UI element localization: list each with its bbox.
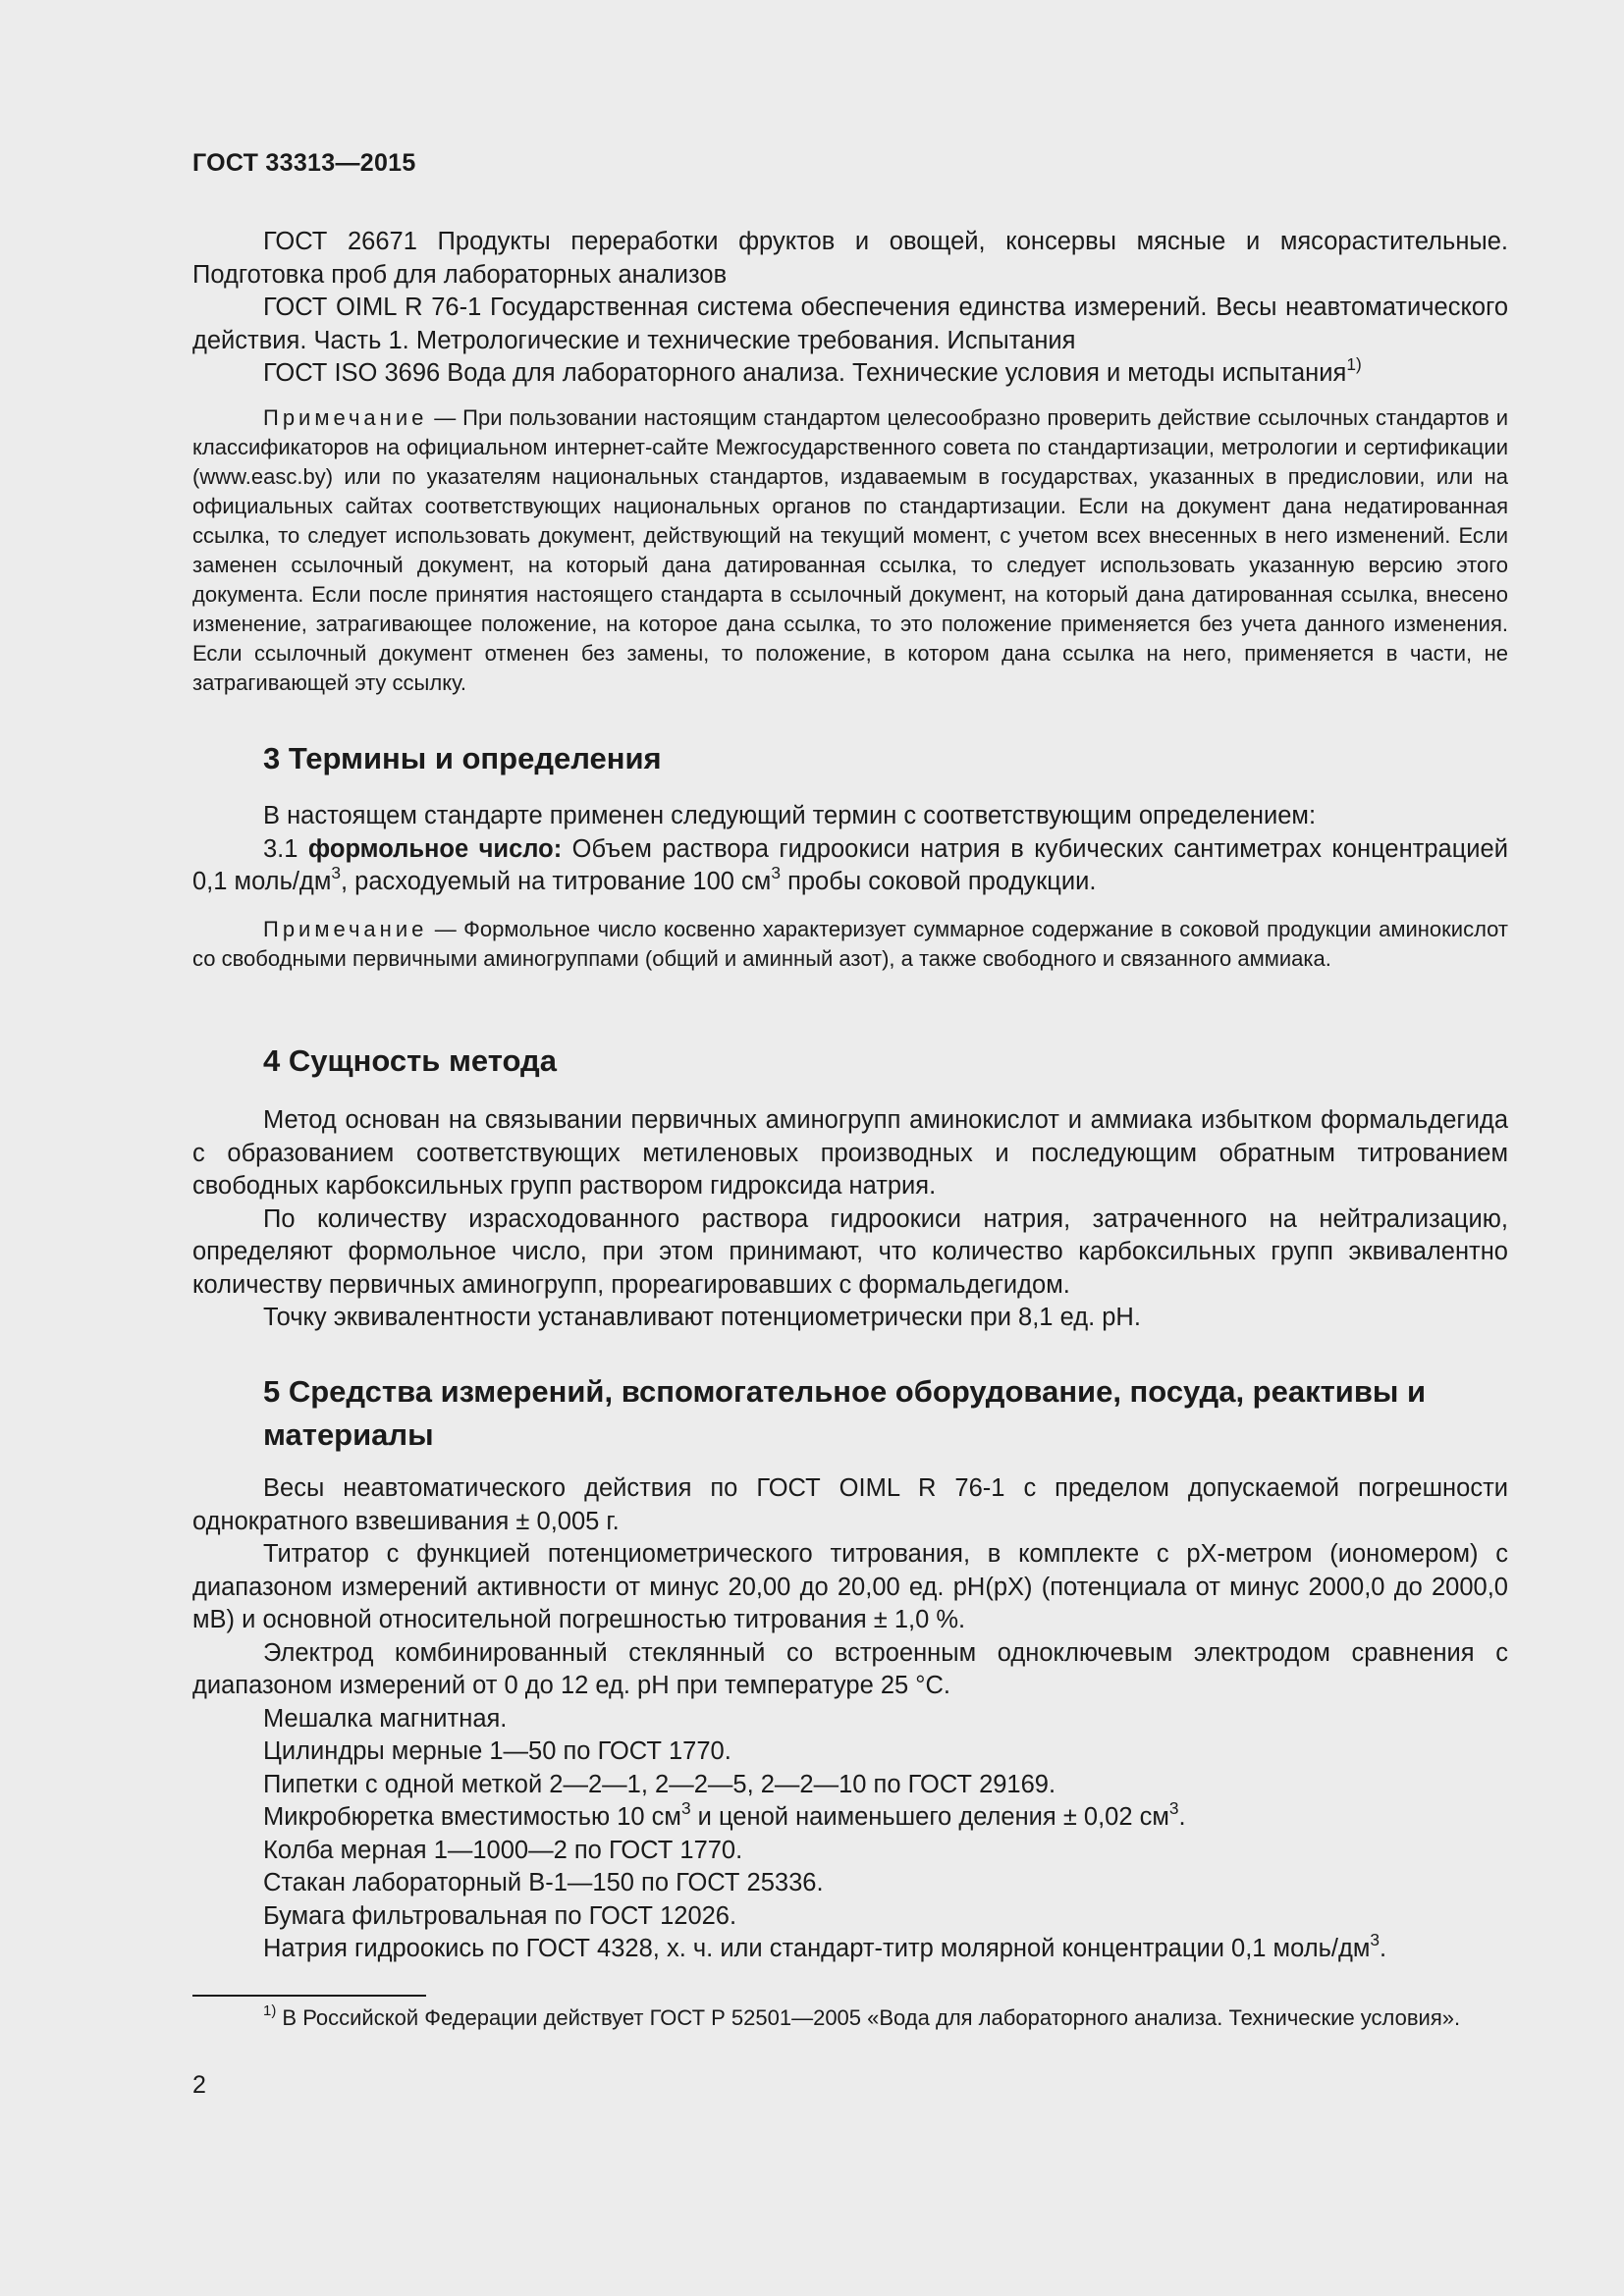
- reference-item: ГОСТ 26671 Продукты переработки фруктов и овощей, консервы мясные и мясорастительные. Подготовка проб для лабораторных анализов: [192, 228, 1508, 289]
- equipment-item: Цилиндры мерные 1—50 по ГОСТ 1770.: [263, 1737, 731, 1765]
- paragraph: По количеству израсходованного раствора гидроокиси натрия, затраченного на нейтрализацию, определяют формольное число, при этом принимают, что количество карбоксильных групп эквивалентно количеству первичных аминогрупп, прореагировавших с формальдегидом.: [192, 1204, 1508, 1299]
- section-5-body: [192, 1472, 1508, 1966]
- footnote-separator: [192, 1995, 426, 1997]
- footnote-mark: 1): [263, 2002, 277, 2020]
- equipment-item: Микробюретка вместимостью 10 $см^3$ и ценой наименьшего деления ± 0,02 $см^3$.: [263, 1797, 1186, 1831]
- footnote-text: В Российской Федерации действует ГОСТ Р 52501—2005 «Вода для лабораторного анализа. Технические условия».: [276, 2005, 1461, 2030]
- section-5: [192, 1370, 1508, 1457]
- section-title: 4 Сущность метода: [263, 1043, 557, 1078]
- section-title: 5 Средства измерений, вспомогательное оборудование, посуда, реактивы и материалы: [263, 1374, 1427, 1452]
- note-label: Примечание: [263, 917, 428, 941]
- references-block: [192, 226, 1508, 391]
- footnote: [192, 2003, 1508, 2033]
- document-header: ГОСТ 33313—2015: [192, 149, 416, 177]
- reference-item: ГОСТ ISO 3696 Вода для лабораторного анализа. Технические условия и методы испытания$^{1)}$: [263, 353, 1362, 387]
- equipment-item: Стакан лабораторный В-1—150 по ГОСТ 25336.: [263, 1869, 824, 1896]
- note-label: Примечание: [263, 405, 428, 430]
- document-page: [192, 0, 1508, 2296]
- note-text: — При пользовании настоящим стандартом целесообразно проверить действие ссылочных стандартов и классификаторов на официальном интернет-сайте Межгосударственного совета по стандартизации, метрологии и сертификации (www.easc.by) или по указателям национальных стандартов, издаваемым в государствах, указанных в предисловии, или на официальных сайтах соответствующих национальных органов по стандартизации. Если на документ дана недатированная ссылка, то следует использовать документ, действующий на текущий момент, с учетом всех внесенных в него изменений. Если заменен ссылочный документ, на который дана датированная ссылка, то следует использовать указанную версию этого документа. Если после принятия настоящего стандарта в ссылочный документ, на который дана датированная ссылка, внесено изменение, затрагивающее положение, на которое дана ссылка, то это положение применяется без учета данного изменения. Если ссылочный документ отменен без замены, то положение, в котором дана ссылка на него, применяется в части, не затрагивающей эту ссылку.: [192, 405, 1508, 695]
- paragraph: Весы неавтоматического действия по ГОСТ OIML R 76-1 с пределом допускаемой погрешности однократного взвешивания ± 0,005 г.: [192, 1474, 1508, 1535]
- paragraph: Электрод комбинированный стеклянный со встроенным одноключевым электродом сравнения с диапазоном измерений от 0 до 12 ед. pH при температуре 25 °С.: [192, 1638, 1508, 1699]
- section-3: [192, 737, 1508, 780]
- equipment-item: Колба мерная 1—1000—2 по ГОСТ 1770.: [263, 1836, 743, 1864]
- term-definition: 3.1 формольное число: Объем раствора гидроокиси натрия в кубических сантиметрах концентрацией 0,1 моль/$дм^3$, расходуемый на титрование 100 $см^3$ пробы соковой продукции.: [192, 834, 1508, 895]
- equipment-item: Бумага фильтровальная по ГОСТ 12026.: [263, 1901, 737, 1930]
- paragraph: Титратор с функцией потенциометрического титрования, в комплекте с pX-метром (иономером) с диапазоном измерений активности от минус 20,00 до 20,00 ед. pH(pX) (потенциала от минус 2000,0 до 2000,0 мВ) и основной относительной погрешностью титрования ± 1,0 %.: [192, 1540, 1508, 1633]
- equipment-item: Пипетки с одной меткой 2—2—1, 2—2—5, 2—2—10 по ГОСТ 29169.: [263, 1770, 1056, 1798]
- equipment-item: Натрия гидроокись по ГОСТ 4328, х. ч. или стандарт-титр молярной концентрации 0,1 моль/$дм^3$.: [263, 1929, 1387, 1962]
- footnote-ref: 1): [1346, 353, 1362, 374]
- section-3-body: [192, 800, 1508, 899]
- term: формольное число:: [307, 834, 563, 863]
- section-4: [192, 1040, 1508, 1083]
- page-number: 2: [192, 2071, 206, 2099]
- section-4-body: [192, 1104, 1508, 1335]
- equipment-item: Мешалка магнитная.: [263, 1704, 508, 1733]
- note-text: — Формольное число косвенно характеризует суммарное содержание в соковой продукции аминокислот со свободными первичными аминогруппами (общий и аминный азот), а также свободного и связанного аммиака.: [192, 917, 1508, 971]
- paragraph: Метод основан на связывании первичных аминогрупп аминокислот и аммиака избытком формальдегида с образованием соответствующих метиленовых производных и последующим обратным титрованием свободных карбоксильных групп раствором гидроксида натрия.: [192, 1106, 1508, 1200]
- section-title: 3 Термины и определения: [263, 741, 662, 775]
- section-intro: В настоящем стандарте применен следующий термин с соответствующим определением:: [263, 802, 1317, 829]
- paragraph: Точку эквивалентности устанавливают потенциометрически при 8,1 ед. pH.: [263, 1304, 1141, 1331]
- reference-item: ГОСТ OIML R 76-1 Государственная система обеспечения единства измерений. Весы неавтоматического действия. Часть 1. Метрологические и технические требования. Испытания: [192, 294, 1508, 354]
- term-note: [192, 915, 1508, 974]
- references-note: [192, 403, 1508, 698]
